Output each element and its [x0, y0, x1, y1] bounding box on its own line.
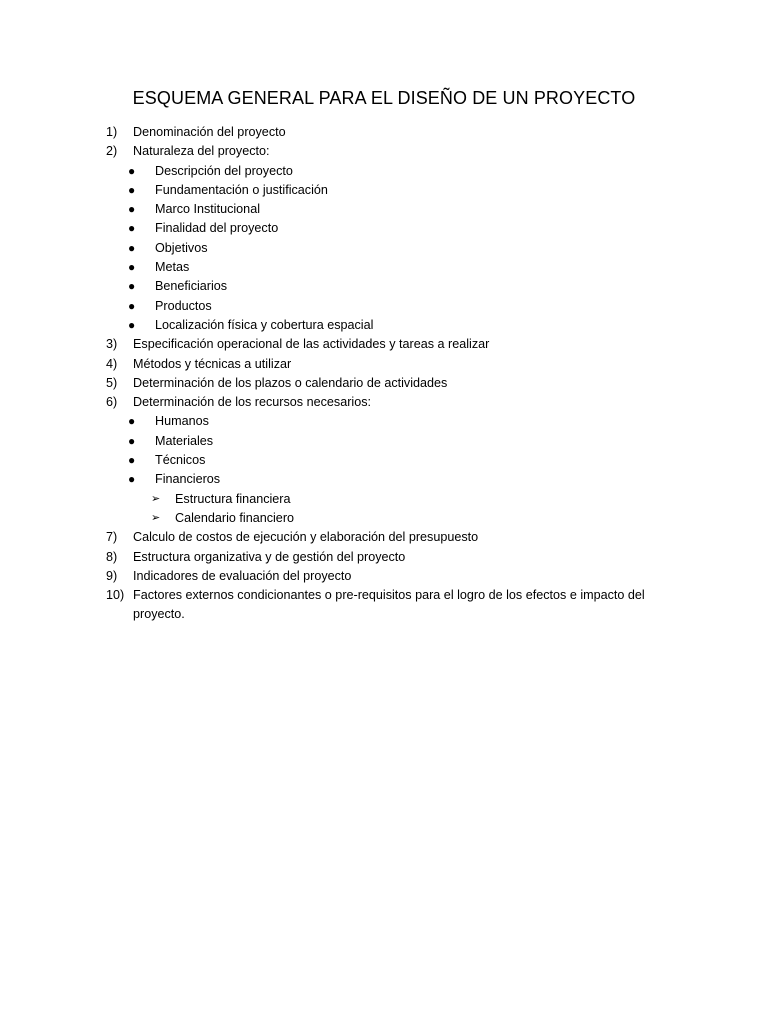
bullet-icon: ● [128, 453, 136, 468]
sub-list-item [128, 162, 666, 181]
bullet-icon: ● [128, 317, 136, 332]
list-item [106, 586, 666, 625]
item-number: 7) [106, 530, 118, 545]
bullet-icon: ● [128, 163, 136, 178]
item-text: Especificación operacional de las actividades y tareas a realizar [133, 337, 490, 352]
sub-item-text: Financieros [155, 472, 221, 487]
item-text: Calculo de costos de ejecución y elaboración del presupuesto [133, 530, 479, 545]
list-item [106, 355, 666, 374]
list-item [106, 335, 666, 354]
outline-list [106, 123, 666, 625]
bullet-icon: ● [128, 472, 136, 487]
list-item [106, 548, 666, 567]
sub-list-item [128, 297, 666, 316]
list-item [106, 142, 666, 335]
sub-item-text: Metas [155, 260, 190, 275]
bullet-icon: ● [128, 433, 136, 448]
item-text: Naturaleza del proyecto: [133, 144, 270, 159]
item-number: 5) [106, 375, 118, 390]
nested-item-text: Calendario financiero [175, 510, 295, 525]
sub-item-text: Fundamentación o justificación [155, 182, 328, 197]
nested-sub-list [128, 490, 666, 529]
page-title: ESQUEMA GENERAL PARA EL DISEÑO DE UN PROYECTO [132, 88, 636, 108]
item-number: 3) [106, 337, 118, 352]
sub-list-item [128, 181, 666, 200]
item-number: 4) [106, 356, 118, 371]
item-number: 2) [106, 144, 118, 159]
bullet-icon: ● [128, 221, 136, 236]
item-number: 10) [106, 588, 125, 603]
sub-list-item [128, 277, 666, 296]
nested-item-text: Estructura financiera [175, 491, 291, 506]
list-item [106, 123, 666, 142]
sub-list-item [128, 316, 666, 335]
bullet-icon: ● [128, 279, 136, 294]
list-item [106, 393, 666, 528]
bullet-icon: ● [128, 298, 136, 313]
sub-list [106, 162, 666, 336]
sub-list-item [128, 219, 666, 238]
item-text: Denominación del proyecto [133, 125, 286, 139]
item-text: Estructura organizativa y de gestión del proyecto [133, 549, 406, 564]
item-text: Métodos y técnicas a utilizar [133, 356, 292, 371]
item-text: Factores externos condicionantes o pre-requisitos para el logro de los efectos e impacto del proyecto. [133, 588, 645, 622]
nested-list-item [151, 509, 666, 528]
item-text: Indicadores de evaluación del proyecto [133, 568, 352, 583]
item-text: Determinación de los recursos necesarios: [133, 395, 371, 410]
sub-list-item [128, 470, 666, 528]
sub-item-text: Localización física y cobertura espacial [155, 317, 374, 332]
list-item [106, 567, 666, 586]
item-number: 9) [106, 568, 118, 583]
sub-item-text: Finalidad del proyecto [155, 221, 279, 236]
sub-list [106, 412, 666, 528]
item-number: 6) [106, 395, 118, 410]
arrow-bullet-icon: ➢ [151, 492, 161, 505]
bullet-icon: ● [128, 414, 136, 429]
nested-list-item [151, 490, 666, 509]
item-number: 8) [106, 549, 118, 564]
sub-list-item [128, 200, 666, 219]
sub-item-text: Descripción del proyecto [155, 163, 293, 178]
arrow-bullet-icon: ➢ [151, 511, 161, 524]
bullet-icon: ● [128, 202, 136, 217]
bullet-icon: ● [128, 182, 136, 197]
bullet-icon: ● [128, 240, 136, 255]
sub-item-text: Humanos [155, 414, 209, 429]
sub-list-item [128, 258, 666, 277]
list-item [106, 374, 666, 393]
bullet-icon: ● [128, 260, 136, 275]
sub-list-item [128, 451, 666, 470]
item-text: Determinación de los plazos o calendario de actividades [133, 375, 448, 390]
sub-list-item [128, 412, 666, 431]
sub-item-text: Beneficiarios [155, 279, 228, 294]
sub-list-item [128, 239, 666, 258]
sub-item-text: Productos [155, 298, 212, 313]
sub-item-text: Marco Institucional [155, 202, 260, 217]
item-number: 1) [106, 125, 118, 139]
list-item [106, 528, 666, 547]
sub-item-text: Técnicos [155, 453, 206, 468]
sub-list-item [128, 432, 666, 451]
sub-item-text: Objetivos [155, 240, 208, 255]
sub-item-text: Materiales [155, 433, 214, 448]
